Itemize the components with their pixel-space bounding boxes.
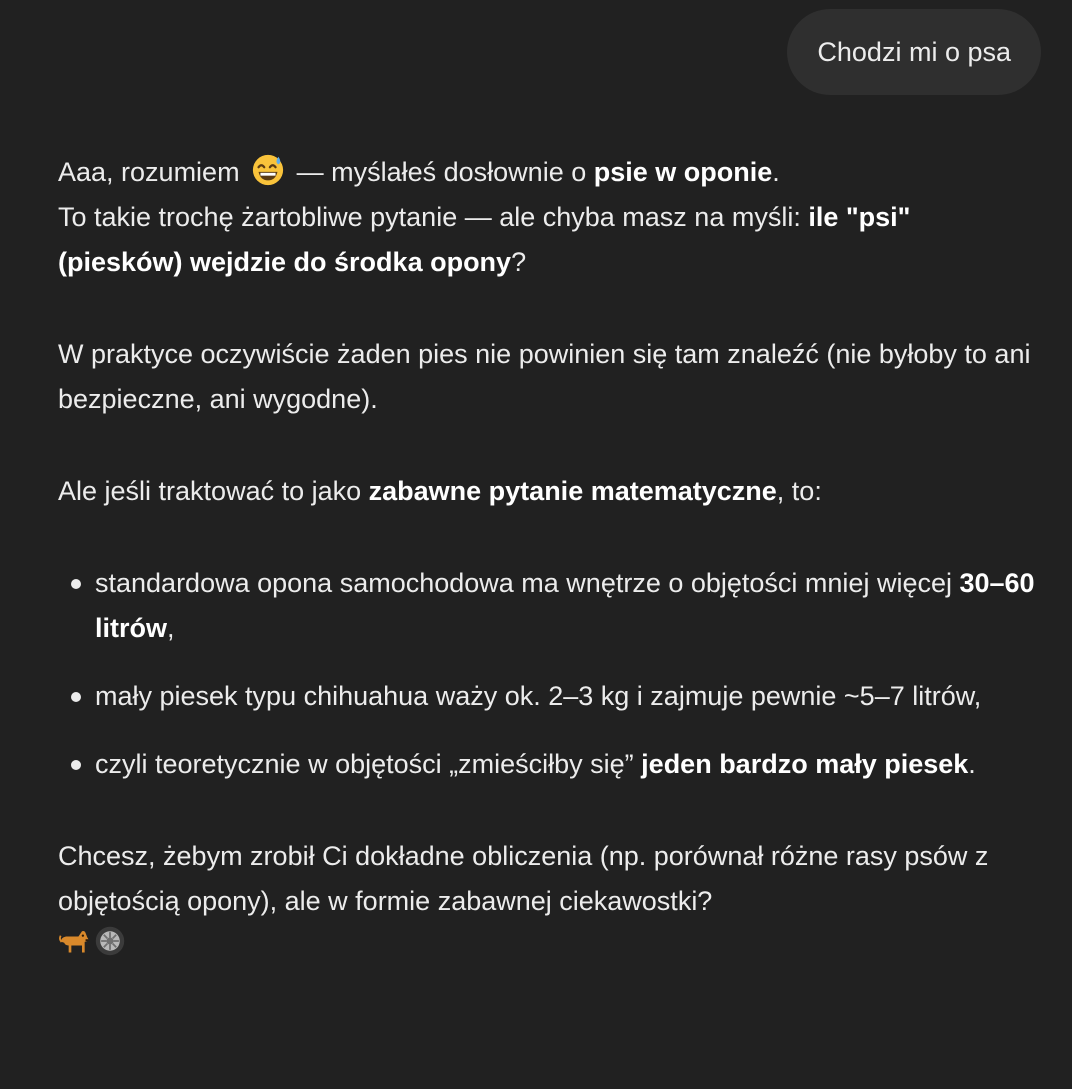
text-segment: czyli teoretycznie w objętości „zmieściłby się” xyxy=(95,749,642,779)
list-item xyxy=(58,674,1038,719)
bold-segment: jeden bardzo mały piesek xyxy=(641,749,969,779)
bullet-dot xyxy=(71,692,81,702)
text-segment: To takie trochę żartobliwe pytanie — ale chyba masz na myśli: xyxy=(58,202,809,232)
list-item xyxy=(58,561,1038,651)
text-segment: — myślałeś dosłownie o xyxy=(296,157,594,187)
text-segment: Aaa, rozumiem xyxy=(58,157,240,187)
assistant-paragraph-1 xyxy=(58,150,1038,285)
text-segment: mały piesek typu chihuahua waży ok. 2–3 kg i zajmuje pewnie ~5–7 litrów, xyxy=(95,681,982,711)
text-segment: , xyxy=(167,613,175,643)
end-emojis xyxy=(58,924,1038,958)
assistant-paragraph-2: W praktyce oczywiście żaden pies nie powinien się tam znaleźć (nie byłoby to ani bezpieczne, ani wygodne). xyxy=(58,339,1031,414)
bold-segment: 30–60 litrów xyxy=(95,568,1035,643)
assistant-message xyxy=(58,150,1038,958)
assistant-paragraph-4: Chcesz, żebym zrobił Ci dokładne obliczenia (np. porównał różne rasy psów z objętością opony), ale w formie zabawnej ciekawostki? xyxy=(58,841,989,916)
text-segment: . xyxy=(968,749,976,779)
bullet-dot xyxy=(71,579,81,589)
text-segment: , to: xyxy=(776,476,822,506)
list-item xyxy=(58,742,1038,787)
assistant-paragraph-3 xyxy=(58,469,1038,514)
user-message-text: Chodzi mi o psa xyxy=(817,36,1011,67)
text-segment: Ale jeśli traktować to jako xyxy=(58,476,369,506)
sweat-smile-emoji-icon xyxy=(251,153,285,187)
bold-segment: ile "psi" (piesków) wejdzie do środka opony xyxy=(58,202,911,277)
bullet-list xyxy=(58,561,1038,787)
text-segment: . xyxy=(772,157,780,187)
text-segment: standardowa opona samochodowa ma wnętrze o objętości mniej więcej xyxy=(95,568,960,598)
wheel-emoji-icon xyxy=(94,925,126,957)
bold-segment: psie w oponie xyxy=(593,157,773,187)
bullet-dot xyxy=(71,760,81,770)
dog-emoji-icon xyxy=(58,925,90,957)
text-segment: ? xyxy=(511,247,527,277)
user-message-bubble xyxy=(787,9,1041,95)
bold-segment: zabawne pytanie matematyczne xyxy=(368,476,777,506)
